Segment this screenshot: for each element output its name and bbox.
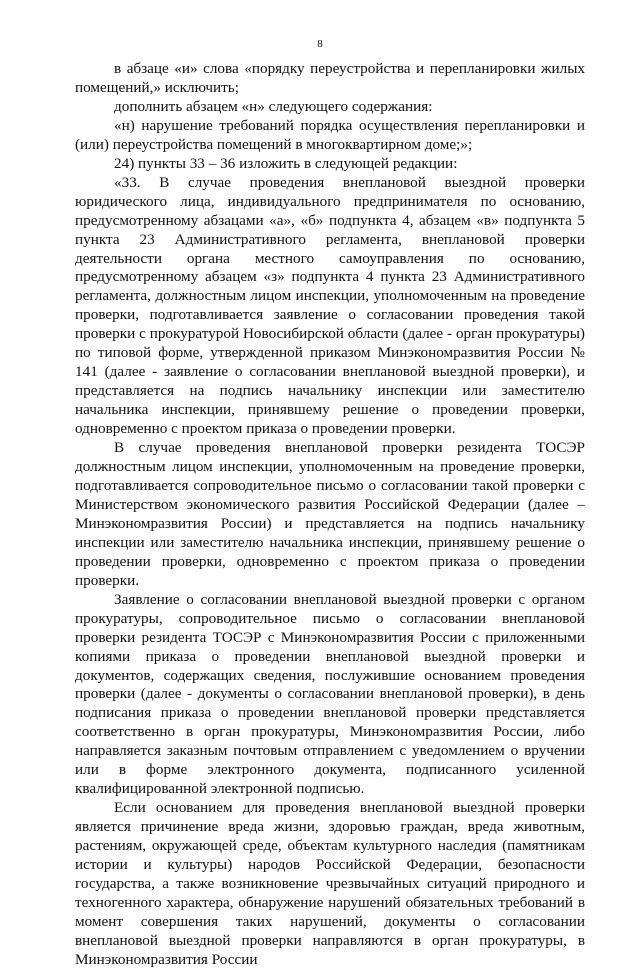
paragraph-7: Заявление о согласовании внеплановой выездной проверки с органом прокуратуры, сопроводительное письмо о согласовании внеплановой проверки резидента ТОСЭР с Минэкономразвития России с приложенными копиями приказа о проведении внеплановой выездной проверки и документов, содержащих сведения, послужившие основанием проведения проверки (далее - документы о согласовании внеплановой проверки), в день подписания приказа о проведении внеплановой проверки представляется соответственно в орган прокуратуры, Минэкономразвития России, либо направляется заказным почтовым отправлением с уведомлением о вручении или в форме электронного документа, подписанного усиленной квалифицированной электронной подписью. <box>75 590 585 798</box>
paragraph-2: дополнить абзацем «н» следующего содержания: <box>114 97 433 115</box>
paragraph-8: Если основанием для проведения внеплановой выездной проверки является причинение вреда жизни, здоровью граждан, вреда животным, растениям, окружающей среде, объектам культурного наследия (памятникам истории и культуры) народов Российской Федерации, безопасности государства, а также возникновение чрезвычайных ситуаций природного и техногенного характера, обнаружение нарушений обязательных требований в момент совершения таких нарушений, документы о согласовании внеплановой выездной проверки направляются в орган прокуратуры, в Минэкономразвития России <box>75 799 585 968</box>
page-number: 8 <box>317 38 323 50</box>
paragraph-6: В случае проведения внеплановой проверки резидента ТОСЭР должностным лицом инспекции, уполномоченным на проведение проверки, подготавливается сопроводительное письмо о согласовании такой проверки с Министерством экономического развития Российской Федерации (далее – Минэкономразвития России) и представляется на подпись начальнику инспекции или заместителю начальника инспекции, принявшему решение о проведении проверки, одновременно с проектом приказа о проведении проверки. <box>75 439 585 589</box>
document-body <box>75 60 585 970</box>
paragraph-1: в абзаце «и» слова «порядку переустройства и перепланировки жилых помещений,» исключить; <box>75 60 585 96</box>
paragraph-3: «н) нарушение требований порядка осуществления перепланировки и (или) переустройства помещений в многоквартирном доме;»; <box>75 116 585 153</box>
paragraph-4: 24) пункты 33 – 36 изложить в следующей редакции: <box>114 154 458 172</box>
paragraph-5: «33. В случае проведения внеплановой выездной проверки юридического лица, индивидуального предпринимателя по основанию, предусмотренному абзацами «а», «б» подпункта 4, абзацем «в» подпункта 5 пункта 23 Административного регламента, внеплановой проверки деятельности органа местного самоуправления по основанию, предусмотренному абзацем «з» подпункта 4 пункта 23 Административного регламента, должностным лицом инспекции, уполномоченным на проведение проверки, подготавливается заявление о согласовании проведения такой проверки с прокуратурой Новосибирской области (далее - орган прокуратуры) по типовой форме, утвержденной приказом Минэкономразвития России № 141 (далее - заявление о согласовании внеплановой выездной проверки), и представляется на подпись начальнику инспекции или заместителю начальника инспекции, принявшему решение о проведении проверки, одновременно с проектом приказа о проведении проверки. <box>75 173 585 438</box>
